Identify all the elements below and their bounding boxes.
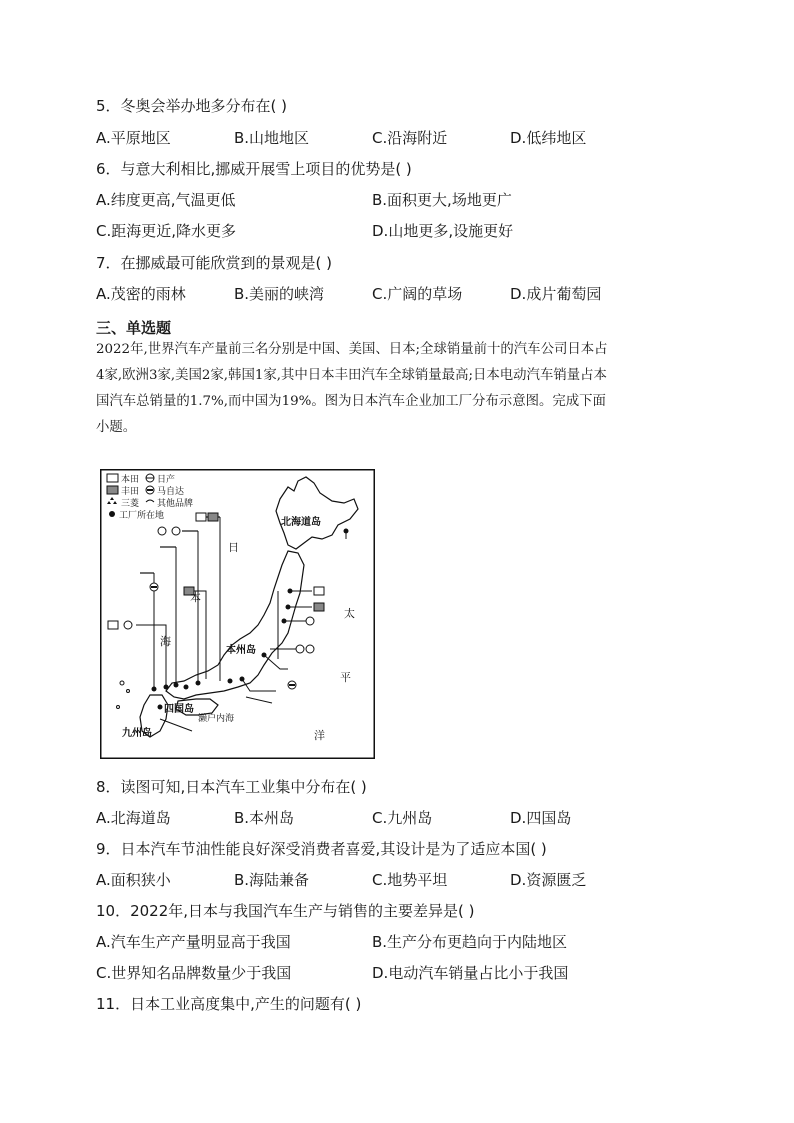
- q6-option-c: C.距海更近,降水更多: [96, 222, 237, 240]
- label-sea-ben: 本: [190, 591, 201, 604]
- q7-option-b: B.美丽的峡湾: [234, 285, 325, 303]
- label-honshu: 本州岛: [226, 645, 256, 656]
- passage-line: 国汽车总销量的1.7%,而中国为19%。图为日本汽车企业加工厂分布示意图。完成下面: [96, 394, 606, 409]
- question-10-stem: 10．2022年,日本与我国汽车生产与销售的主要差异是( ): [96, 902, 475, 920]
- q10-option-d: D.电动汽车销量占比小于我国: [372, 964, 569, 982]
- q7-option-c: C.广阔的草场: [372, 285, 463, 303]
- q7-option-d: D.成片葡萄园: [510, 285, 602, 303]
- q7-option-a: A.茂密的雨林: [96, 285, 186, 303]
- label-seto: 濑户内海: [198, 714, 235, 724]
- q8-option-b: B.本州岛: [234, 809, 295, 827]
- q5-option-c: C.沿海附近: [372, 129, 448, 147]
- legend-honda: 本田: [121, 475, 140, 485]
- q9-option-d: D.资源匮乏: [510, 871, 587, 889]
- q5-option-b: B.山地地区: [234, 129, 310, 147]
- question-8-stem: 8．读图可知,日本汽车工业集中分布在( ): [96, 778, 367, 796]
- q9-option-c: C.地势平坦: [372, 871, 448, 889]
- passage-line: 2022年,世界汽车产量前三名分别是中国、美国、日本;全球销量前十的汽车公司日本占: [96, 342, 608, 357]
- q5-option-a: A.平原地区: [96, 129, 171, 147]
- q6-option-a: A.纬度更高,气温更低: [96, 191, 236, 209]
- label-hokkaido: 北海道岛: [281, 517, 321, 528]
- q5-option-d: D.低纬地区: [510, 129, 587, 147]
- legend-mitsubishi: 三菱: [121, 499, 140, 509]
- passage-line: 4家,欧洲3家,美国2家,韩国1家,其中日本丰田汽车全球销量最高;日本电动汽车销量占本: [96, 368, 607, 383]
- legend-toyota: 丰田: [121, 487, 140, 497]
- q8-option-d: D.四国岛: [510, 809, 572, 827]
- label-ocean-yang: 洋: [314, 729, 325, 742]
- q8-option-c: C.九州岛: [372, 809, 433, 827]
- label-shikoku: 四国岛: [164, 704, 194, 715]
- q9-option-a: A.面积狭小: [96, 871, 171, 889]
- q8-option-a: A.北海道岛: [96, 809, 171, 827]
- section-title: 三、单选题: [96, 319, 172, 337]
- passage-line: 小题。: [96, 420, 137, 435]
- legend-nissan: 日产: [157, 475, 176, 485]
- label-sea-ri: 日: [228, 541, 239, 554]
- q10-option-a: A.汽车生产产量明显高于我国: [96, 933, 291, 951]
- label-ocean-ping: 平: [340, 671, 351, 684]
- legend-mazda: 马自达: [157, 487, 185, 497]
- q10-option-c: C.世界知名品牌数量少于我国: [96, 964, 292, 982]
- q6-option-b: B.面积更大,场地更广: [372, 191, 512, 209]
- q6-option-d: D.山地更多,设施更好: [372, 222, 514, 240]
- label-sea-hai: 海: [160, 635, 171, 648]
- q10-option-b: B.生产分布更趋向于内陆地区: [372, 933, 568, 951]
- legend-other: 其他品牌: [157, 499, 194, 509]
- question-11-stem: 11．日本工业高度集中,产生的问题有( ): [96, 995, 362, 1013]
- q9-option-b: B.海陆兼备: [234, 871, 310, 889]
- legend-factory: 工厂所在地: [119, 511, 165, 521]
- passage: [96, 337, 700, 441]
- japan-auto-factory-map: [100, 469, 375, 759]
- question-5-stem: 5．冬奥会举办地多分布在( ): [96, 97, 288, 115]
- label-ocean-tai: 太: [344, 607, 355, 620]
- question-6-stem: 6．与意大利相比,挪威开展雪上项目的优势是( ): [96, 160, 412, 178]
- question-7-stem: 7．在挪威最可能欣赏到的景观是( ): [96, 254, 333, 272]
- question-9-stem: 9．日本汽车节油性能良好深受消费者喜爱,其设计是为了适应本国( ): [96, 840, 547, 858]
- label-kyushu: 九州岛: [122, 728, 152, 739]
